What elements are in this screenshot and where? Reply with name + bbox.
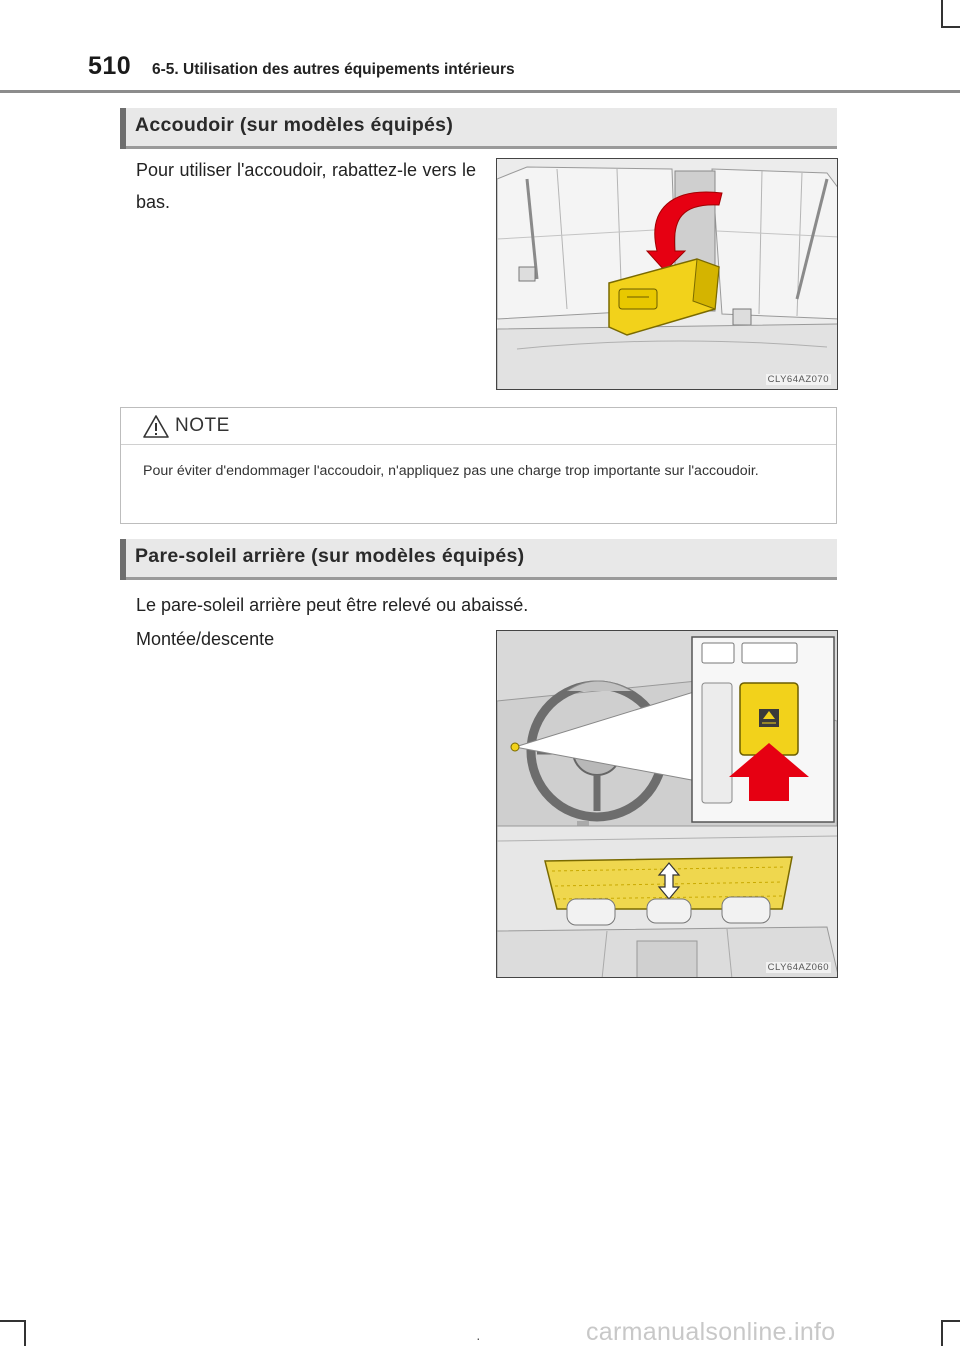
sunshade-action: Montée/descente: [136, 629, 275, 649]
heading-bar: [120, 539, 126, 580]
sunshade-heading-text: Pare-soleil arrière (sur modèles équipés): [135, 545, 525, 567]
sunshade-figure: [496, 630, 838, 978]
crop-mark-top-right-h: [941, 26, 960, 28]
sunshade-heading: [120, 539, 837, 580]
crop-mark-bottom-right-v: [941, 1320, 943, 1346]
crop-mark-bottom-left-h: [0, 1320, 26, 1322]
watermark: carmanualsonline.info: [586, 1318, 836, 1346]
heading-bar: [120, 108, 126, 149]
note-title: NOTE: [175, 415, 230, 436]
sunshade-figure-code: CLY64AZ060: [767, 962, 829, 973]
armrest-figure-code: CLY64AZ070: [767, 374, 829, 385]
armrest-illustration: [497, 159, 838, 390]
header-rule: [0, 90, 960, 93]
armrest-figure: [496, 158, 838, 390]
page-number: 510: [88, 52, 132, 80]
armrest-heading: [120, 108, 837, 149]
section-title: 6-5. Utilisation des autres équipements intérieurs: [152, 61, 515, 78]
center-dot: ·: [476, 1330, 481, 1346]
armrest-instruction: Pour utiliser l'accoudoir, rabattez-le vers le bas.: [136, 160, 476, 212]
crop-mark-bottom-right-h: [941, 1320, 960, 1322]
sunshade-intro: Le pare-soleil arrière peut être relevé ou abaissé.: [136, 595, 529, 615]
armrest-heading-text: Accoudoir (sur modèles équipés): [135, 114, 454, 136]
note-box: [120, 407, 837, 524]
warning-triangle-icon: [142, 414, 170, 439]
crop-mark-bottom-left-v: [24, 1320, 26, 1346]
note-text: Pour éviter d'endommager l'accoudoir, n'appliquez pas une charge trop importante sur l'accoudoir.: [143, 463, 759, 479]
sunshade-illustration: [497, 631, 838, 978]
crop-mark-top-right-v: [941, 0, 943, 28]
note-header: [121, 408, 836, 445]
